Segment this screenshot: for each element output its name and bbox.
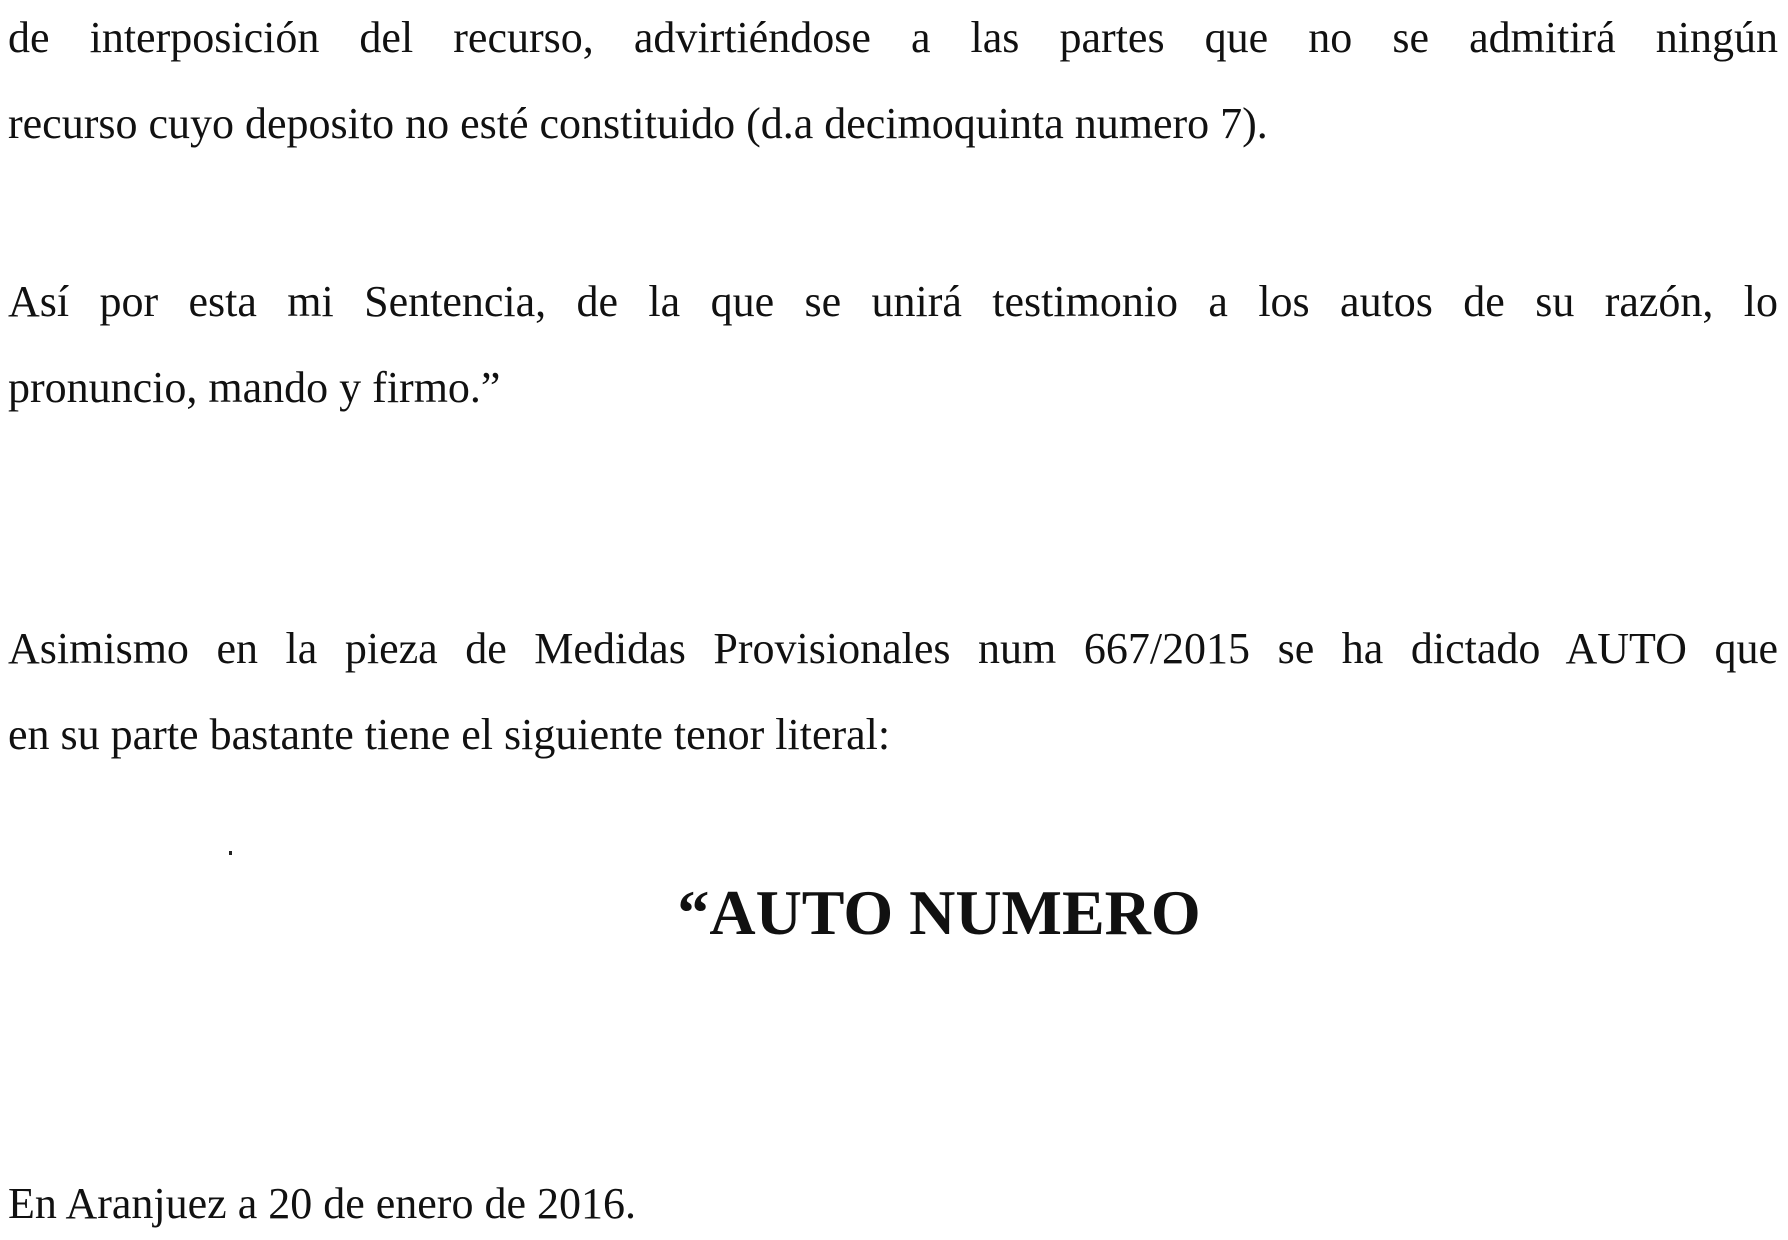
paragraph-2-line-2: pronuncio, mando y firmo.”: [8, 363, 501, 412]
scan-speck: [229, 851, 232, 855]
paragraph-1-line-1: de interposición del recurso, advirtiéndose a las partes que no se admitirá ningún: [8, 13, 1778, 62]
paragraph-3-line-1: Asimismo en la pieza de Medidas Provisionales num 667/2015 se ha dictado AUTO que: [8, 624, 1778, 673]
paragraph-1-line-2: recurso cuyo deposito no esté constituido (d.a decimoquinta numero 7).: [8, 99, 1268, 148]
paragraph-2-line-1: Así por esta mi Sentencia, de la que se unirá testimonio a los autos de su razón, lo: [8, 277, 1778, 326]
auto-numero-heading: “AUTO NUMERO: [677, 877, 1201, 948]
date-line: En Aranjuez a 20 de enero de 2016.: [8, 1179, 636, 1228]
paragraph-3-line-2: en su parte bastante tiene el siguiente tenor literal:: [8, 710, 891, 759]
